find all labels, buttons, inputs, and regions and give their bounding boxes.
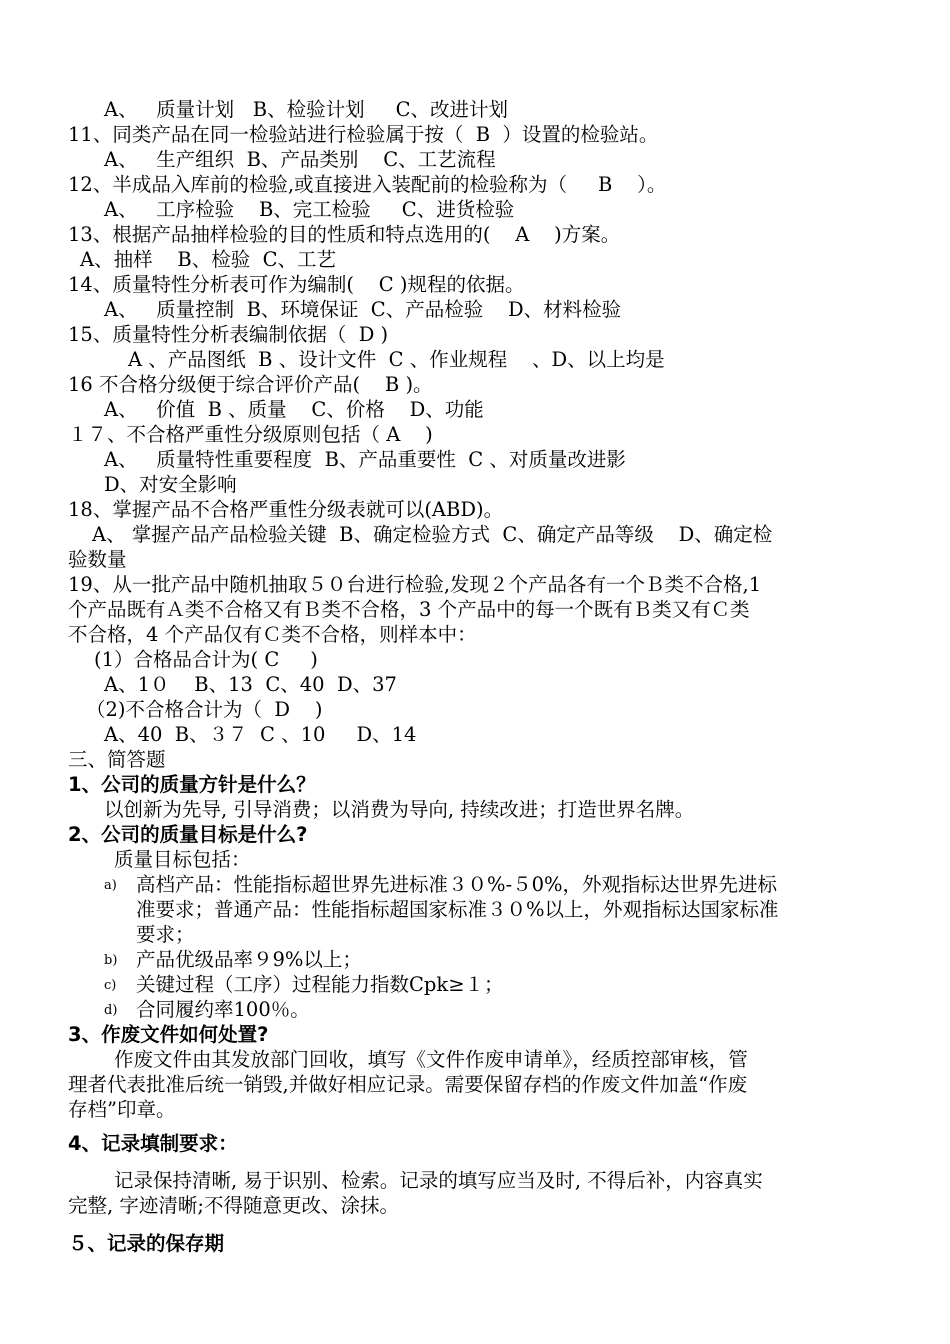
options-line: A、 质量特性重要程度 B、产品重要性 C 、对质量改进影 xyxy=(104,448,626,471)
list-item: 合同履约率100％。 xyxy=(136,998,310,1021)
options-line: A 、产品图纸 B 、设计文件 C 、作业规程 、D、以上均是 xyxy=(128,348,665,371)
list-label: c) xyxy=(104,978,117,993)
q4-paragraph: 记录保持清晰, 易于识别、检索。记录的填写应当及时, 不得后补，内容真实 xyxy=(114,1169,763,1192)
question-13: 13、根据产品抽样检验的目的性质和特点选用的( A )方案。 xyxy=(68,223,621,246)
list-label: b) xyxy=(104,953,118,968)
q4-paragraph: 完整, 字迹清晰;不得随意更改、涂抹。 xyxy=(68,1194,399,1217)
options-line: 验数量 xyxy=(68,548,127,571)
list-item: 要求； xyxy=(136,923,195,946)
options-line: A、 质量控制 B、环境保证 C、产品检验 D、材料检验 xyxy=(104,298,622,321)
q3-paragraph: 理者代表批准后统一销毁,并做好相应记录。需要保留存档的作废文件加盖“作废 xyxy=(68,1073,748,1096)
question-19: 19、从一批产品中随机抽取５０台进行检验,发现２个产品各有一个Ｂ类不合格,1 xyxy=(68,573,762,596)
question-19-cont: 不合格，4 个产品仅有Ｃ类不合格，则样本中： xyxy=(68,623,477,646)
list-item: 准要求；普通产品：性能指标超国家标准３０%以上，外观指标达国家标准 xyxy=(136,898,779,921)
q5-title: ５、记录的保存期 xyxy=(68,1232,225,1255)
q3-paragraph: 作废文件由其发放部门回收，填写《文件作废申请单》，经质控部审核，管 xyxy=(114,1048,748,1071)
sub-question: （2)不合格合计为（ D ) xyxy=(86,698,323,721)
section-heading: 三、简答题 xyxy=(68,748,166,771)
options-line: D、对安全影响 xyxy=(104,473,237,496)
question-11: 11、同类产品在同一检验站进行检验属于按（ B ）设置的检验站。 xyxy=(68,123,659,146)
options-line: A、1０ B、13 C、40 D、37 xyxy=(104,673,397,696)
options-line: A、抽样 B、检验 C、工艺 xyxy=(80,248,337,271)
question-14: 14、质量特性分析表可作为编制( C )规程的依据。 xyxy=(68,273,525,296)
sub-question: (1）合格品合计为( C ) xyxy=(94,648,318,671)
options-line: A、 掌握产品产品检验关键 B、确定检验方式 C、确定产品等级 D、确定检 xyxy=(92,523,773,546)
list-item: 关键过程（工序）过程能力指数Cpk≥１； xyxy=(136,973,504,996)
options-line: A、40 B、３７ C 、10 D、14 xyxy=(104,723,417,746)
question-19-cont: 个产品既有Ａ类不合格又有Ｂ类不合格，3 个产品中的每一个既有Ｂ类又有Ｃ类 xyxy=(68,598,750,621)
list-label: a) xyxy=(104,878,117,893)
q3-title: 3、作废文件如何处置? xyxy=(68,1023,269,1046)
q1-title: 1、公司的质量方针是什么？ xyxy=(68,773,316,796)
q2-intro: 质量目标包括： xyxy=(114,848,251,871)
list-item: 产品优级品率９9%以上； xyxy=(136,948,362,971)
question-12: 12、半成品入库前的检验,或直接进入装配前的检验称为（ B ）。 xyxy=(68,173,667,196)
options-line: A、 工序检验 B、完工检验 C、进货检验 xyxy=(104,198,515,221)
q3-paragraph: 存档”印章。 xyxy=(68,1098,176,1121)
list-label: d) xyxy=(104,1003,118,1018)
question-16: 16 不合格分级便于综合评价产品( B )。 xyxy=(68,373,433,396)
list-item: 高档产品：性能指标超世界先进标准３０%-５0%，外观指标达世界先进标 xyxy=(136,873,778,896)
options-line: A、 价值 B 、质量 C、价格 D、功能 xyxy=(104,398,484,421)
question-17: １７、不合格严重性分级原则包括（ A ) xyxy=(68,423,433,446)
options-line: A、 质量计划 B、检验计划 C、改进计划 xyxy=(104,98,509,121)
options-line: A、 生产组织 B、产品类别 C、工艺流程 xyxy=(104,148,496,171)
q4-title: 4、记录填制要求： xyxy=(68,1132,238,1155)
question-15: 15、质量特性分析表编制依据（ D ) xyxy=(68,323,389,346)
question-18: 18、掌握产品不合格严重性分级表就可以(ABD)。 xyxy=(68,498,504,521)
q1-answer: 以创新为先导, 引导消费；以消费为导向, 持续改进；打造世界名牌。 xyxy=(104,798,695,821)
q2-title: 2、公司的质量目标是什么? xyxy=(68,823,308,846)
